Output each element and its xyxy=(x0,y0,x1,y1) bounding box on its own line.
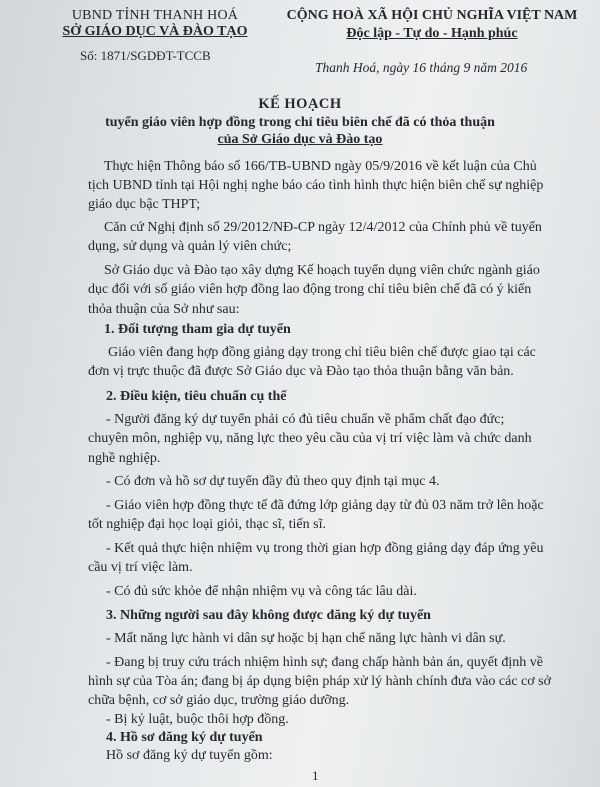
body-line: - Mất năng lực hành vi dân sự hoặc bị hạn chế năng lực hành vi dân sự. xyxy=(106,631,506,646)
issuer-block xyxy=(40,8,270,40)
nation-name: CỘNG HOÀ XÃ HỘI CHỦ NGHĨA VIỆT NAM xyxy=(286,8,578,23)
body-line: nghề nghiệp. xyxy=(88,451,161,466)
document-subtitle-line1: tuyển giáo viên hợp đồng trong chỉ tiêu biên chế đã có thỏa thuận xyxy=(105,115,495,130)
body-line: tịch UBND tỉnh tại Hội nghị nghe báo cáo tình hình thực hiện biên chế sự nghiệp xyxy=(88,178,544,193)
section-heading-3: 3. Những người sau đây không được đăng ký dự tuyển xyxy=(106,608,431,623)
body-line: hình sự của Tòa án; đang bị áp dụng biện pháp xử lý hành chính đưa vào các cơ sở xyxy=(88,674,552,689)
body-line: Hồ sơ đăng ký dự tuyển gồm: xyxy=(106,748,273,763)
place-date: Thanh Hoá, ngày 16 tháng 9 năm 2016 xyxy=(315,60,528,75)
national-motto: Độc lập - Tự do - Hạnh phúc xyxy=(346,26,518,41)
document-subtitle-line2: của Sở Giáo dục và Đào tạo xyxy=(217,132,383,147)
body-line: - Đang bị truy cứu trách nhiệm hình sự; đang chấp hành bản án, quyết định về xyxy=(106,655,544,670)
page-number: 1 xyxy=(312,768,319,783)
body-line: - Có đơn và hồ sơ dự tuyển đầy đủ theo quy định tại mục 4. xyxy=(106,474,440,489)
body-line: dụng, sử dụng và quản lý viên chức; xyxy=(88,239,292,254)
body-line: Căn cứ Nghị định số 29/2012/NĐ-CP ngày 12/4/2012 của Chính phủ về tuyển xyxy=(104,220,542,235)
section-heading-1: 1. Đối tượng tham gia dự tuyển xyxy=(104,322,291,337)
issuer-department: SỞ GIÁO DỤC VÀ ĐÀO TẠO xyxy=(62,24,248,39)
body-line: Giáo viên đang hợp đồng giảng dạy trong chỉ tiêu biên chế được giao tại các xyxy=(108,345,536,360)
body-line: thỏa thuận của Sở như sau: xyxy=(88,302,240,317)
body-line: chuyên môn, nghiệp vụ, năng lực theo yêu cầu của vị trí việc làm và chức danh xyxy=(88,431,532,446)
section-heading-2: 2. Điều kiện, tiêu chuẩn cụ thể xyxy=(106,389,287,404)
body-line: chữa bệnh, cơ sở giáo dục, trường giáo dưỡng. xyxy=(88,693,350,708)
document-number: Số: 1871/SGDĐT-TCCB xyxy=(80,48,211,63)
body-line: - Bị kỷ luật, buộc thôi hợp đồng. xyxy=(106,712,289,727)
body-line: giáo dục bậc THPT; xyxy=(88,197,201,212)
section-heading-4: 4. Hồ sơ đăng ký dự tuyển xyxy=(106,730,263,745)
body-line: dục đối với số giáo viên hợp đồng lao động trong chỉ tiêu biên chế đã có ý kiến xyxy=(88,282,532,297)
issuer-province: UBND TỈNH THANH HOÁ xyxy=(71,8,239,23)
body-line: Sở Giáo dục và Đào tạo xây dựng Kế hoạch tuyển dụng viên chức ngành giáo xyxy=(104,263,540,278)
national-heading xyxy=(282,8,582,42)
body-line: - Có đủ sức khỏe để nhận nhiệm vụ và công tác lâu dài. xyxy=(106,584,417,599)
body-line: - Người đăng ký dự tuyển phải có đủ tiêu chuẩn về phẩm chất đạo đức; xyxy=(106,412,505,427)
body-line: tốt nghiệp đại học loại giỏi, thạc sĩ, tiến sĩ. xyxy=(88,517,326,532)
body-line: - Kết quả thực hiện nhiệm vụ trong thời gian hợp đồng giảng dạy đáp ứng yêu xyxy=(106,541,544,556)
body-line: Thực hiện Thông báo số 166/TB-UBND ngày 05/9/2016 về kết luận của Chủ xyxy=(104,159,537,174)
body-line: - Giáo viên hợp đồng thực tế đã đứng lớp giảng dạy từ đủ 03 năm trở lên hoặc xyxy=(106,498,544,513)
body-line: đơn vị trực thuộc đã được Sở Giáo dục và Đào tạo thỏa thuận bằng văn bản. xyxy=(88,364,514,379)
body-line: cầu vị trí việc làm. xyxy=(88,560,193,575)
document-title: KẾ HOẠCH xyxy=(258,96,342,112)
